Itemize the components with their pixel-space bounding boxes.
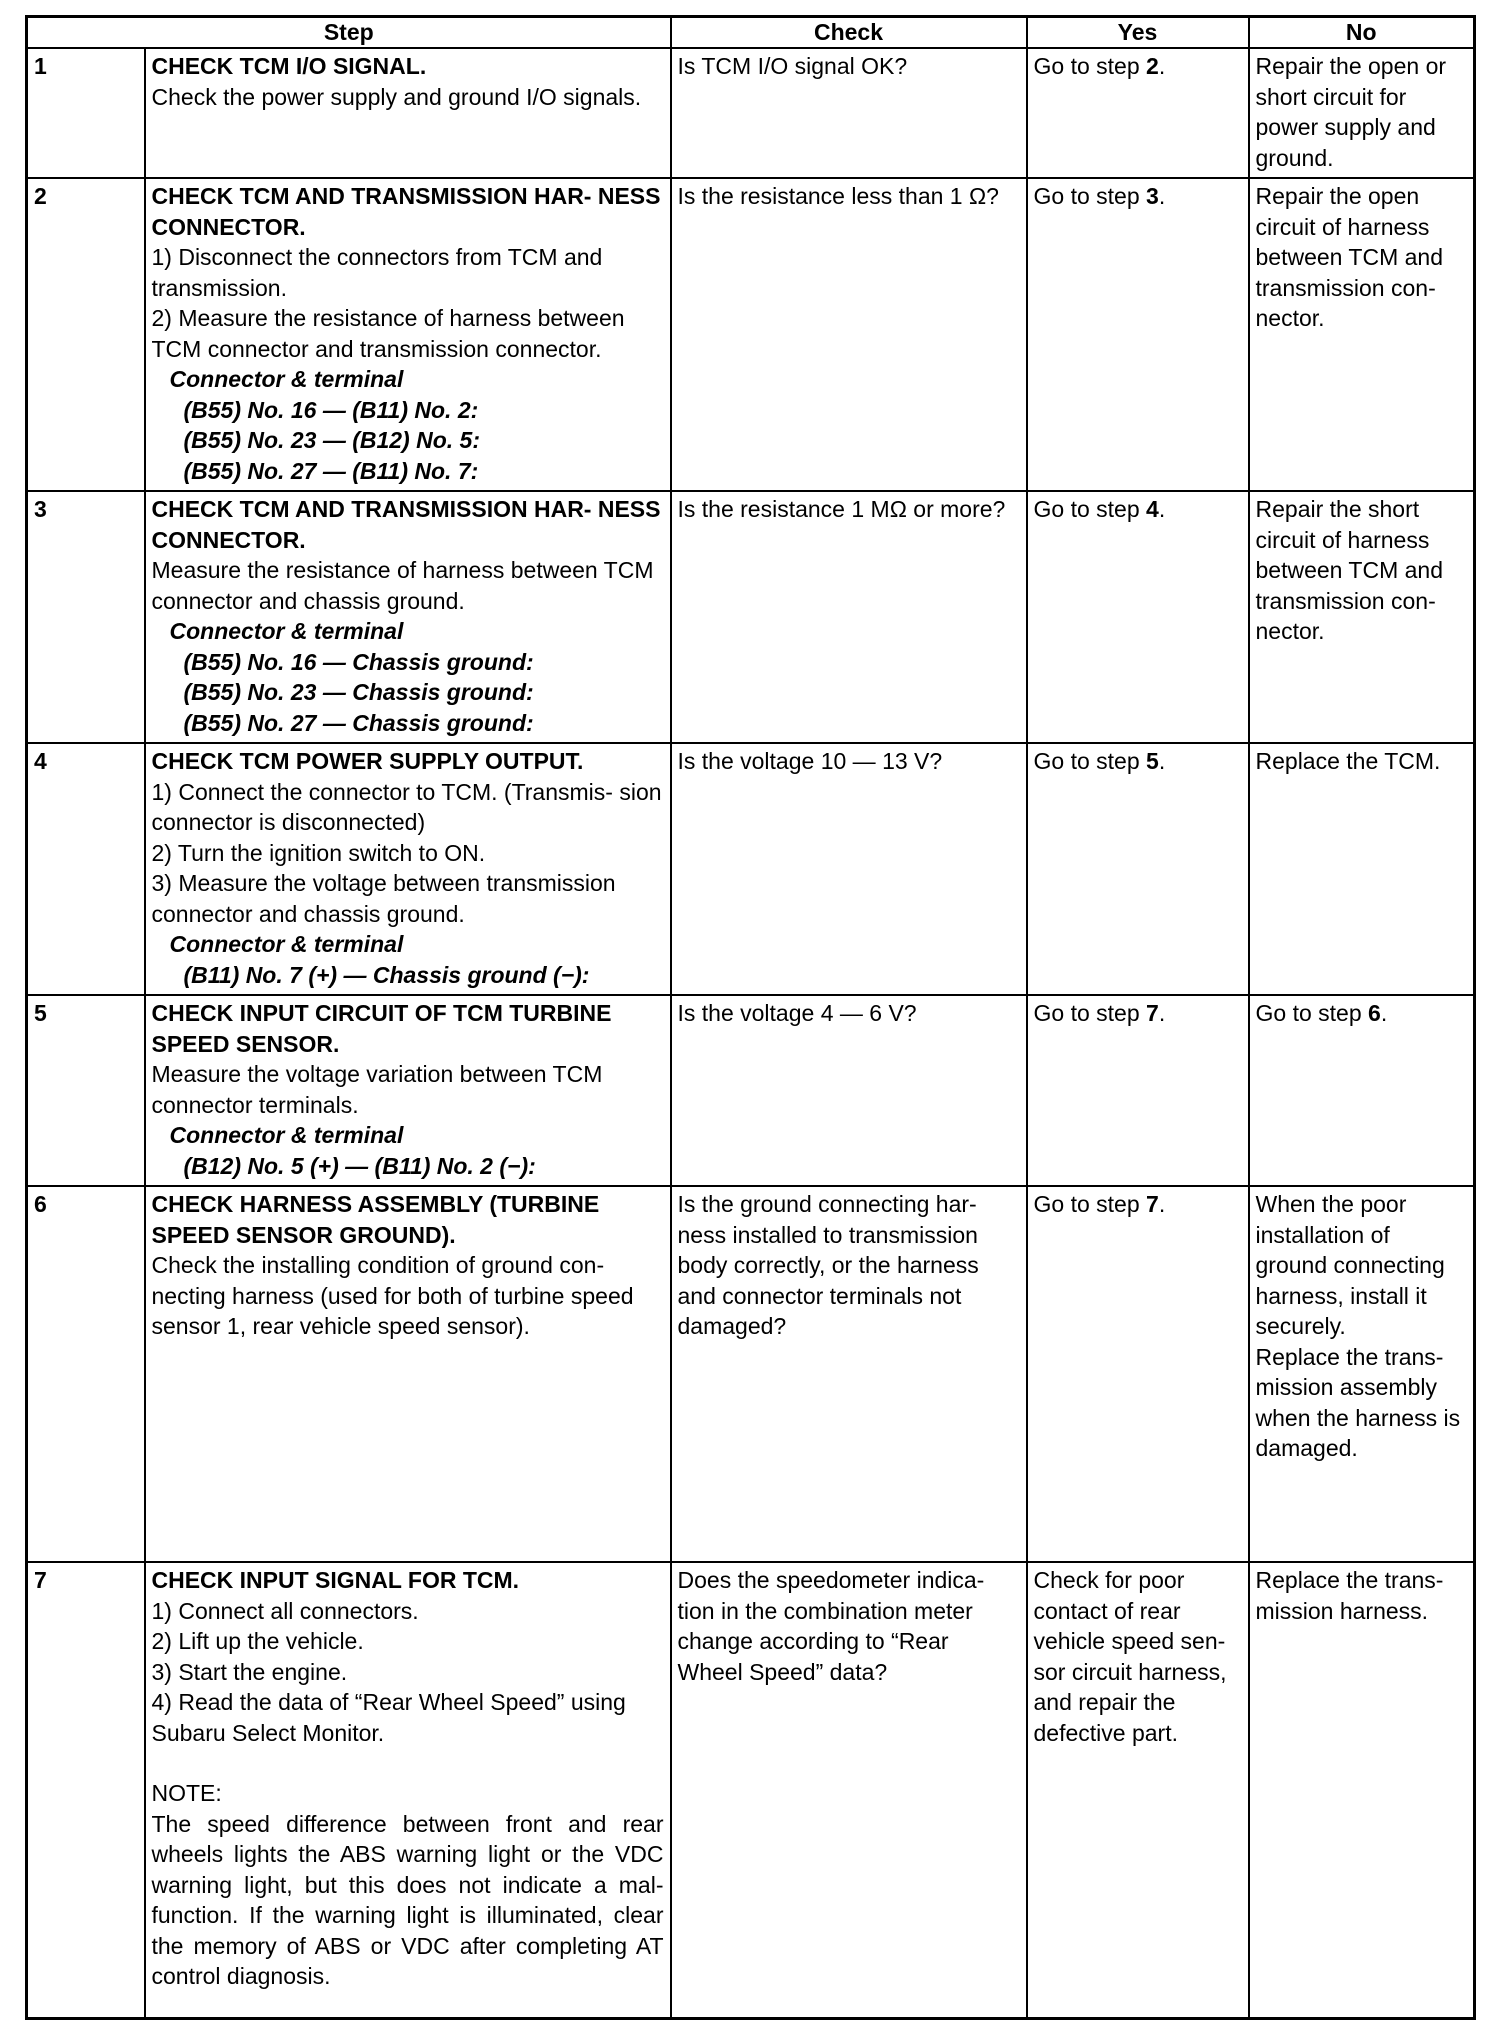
no-cell: Repair the open circuit of harness between TCM and transmission con- nector. [1249,178,1475,491]
step-ref: 2 [1146,53,1159,79]
check-cell: Is the voltage 10 — 13 V? [671,743,1027,995]
connector-terminal-label: Connector & terminal [169,931,404,957]
yes-cell: Go to step 7. [1027,995,1249,1186]
terminal-spec: (B12) No. 5 (+) — (B11) No. 2 (−): [183,1152,536,1179]
step-title: CHECK TCM AND TRANSMISSION HAR- NESS CONNECTOR. [151,183,661,240]
no-cell: Replace the TCM. [1249,743,1475,995]
yes-cell: Check for poor contact of rear vehicle speed sen- sor circuit harness, and repair the defective part. [1027,1562,1249,2019]
step-title: CHECK TCM I/O SIGNAL. [151,53,427,79]
step-ref: 7 [1146,1000,1159,1026]
terminal-spec: (B55) No. 23 — (B12) No. 5: [183,427,480,453]
step-ref: 4 [1146,496,1159,522]
no-action: When the poor installation of ground connecting harness, install it securely. [1255,1191,1445,1339]
step-description [145,48,671,178]
step-detail: 1) Connect all connectors. [151,1597,419,1624]
no-cell: Replace the trans- mission harness. [1249,1562,1475,2019]
step-detail: 3) Start the engine. [151,1658,348,1685]
table-row [27,743,1475,995]
yes-cell: Go to step 7. [1027,1186,1249,1562]
step-detail: 3) Measure the voltage between transmission connector and chassis ground. [151,870,616,927]
table-row [27,995,1475,1186]
connector-terminal-label: Connector & terminal [169,1122,404,1148]
header-yes: Yes [1027,17,1249,49]
step-number: 1 [27,48,145,178]
step-detail: Check the installing condition of ground con- necting harness (used for both of turbine speed sensor 1, rear vehicle speed sensor). [151,1252,634,1339]
step-ref: 7 [1146,1191,1159,1217]
step-number: 2 [27,178,145,491]
step-title: CHECK TCM AND TRANSMISSION HAR- NESS CONNECTOR. [151,496,661,553]
step-title: CHECK INPUT CIRCUIT OF TCM TURBINE SPEED SENSOR. [151,1000,612,1057]
step-title: CHECK INPUT SIGNAL FOR TCM. [151,1567,520,1593]
header-no: No [1249,17,1475,49]
step-number: 7 [27,1562,145,2019]
table-row [27,1186,1475,1562]
header-check: Check [671,17,1027,49]
step-ref: 6 [1368,1000,1381,1026]
no-action-extra: Replace the trans- mission assembly when the harness is damaged. [1255,1343,1461,1461]
yes-cell: Go to step 2. [1027,48,1249,178]
step-number: 5 [27,995,145,1186]
step-description [145,491,671,743]
note-text: The speed difference between front and rear wheels lights the ABS warning light or the VDC warning light, but this does not indicate a mal- function. If the warning light is illuminated, clear the memory of ABS or VDC after completing AT control diagnosis. [151,1810,664,1989]
table-row [27,491,1475,743]
step-detail: 2) Turn the ignition switch to ON. [151,839,486,866]
step-detail: 4) Read the data of “Rear Wheel Speed” using Subaru Select Monitor. [151,1689,626,1746]
terminal-spec: (B55) No. 27 — (B11) No. 7: [183,457,479,484]
terminal-spec: (B55) No. 23 — Chassis ground: [183,679,534,705]
diagnostic-table [25,15,1476,2020]
step-description [145,995,671,1186]
header-step: Step [27,17,671,49]
step-description [145,1562,671,2019]
step-title: CHECK HARNESS ASSEMBLY (TURBINE SPEED SENSOR GROUND). [151,1191,600,1248]
step-detail: Measure the resistance of harness between TCM connector and chassis ground. [151,557,654,614]
step-detail: 2) Measure the resistance of harness between TCM connector and transmission connector. [151,305,625,362]
step-detail: 1) Disconnect the connectors from TCM and transmission. [151,244,603,301]
terminal-spec: (B11) No. 7 (+) — Chassis ground (−): [183,961,590,988]
connector-terminal-label: Connector & terminal [169,618,404,644]
step-detail: Measure the voltage variation between TCM connector terminals. [151,1061,603,1118]
no-cell: Repair the open or short circuit for power supply and ground. [1249,48,1475,178]
step-detail: 2) Lift up the vehicle. [151,1628,364,1654]
connector-terminal-label: Connector & terminal [169,366,404,392]
table-row [27,48,1475,178]
note-label: NOTE: [151,1780,222,1806]
step-description [145,743,671,995]
check-cell: Is the resistance less than 1 Ω? [671,178,1027,491]
check-cell: Is the ground connecting har- ness installed to transmission body correctly, or the harness and connector terminals not damaged? [671,1186,1027,1562]
yes-cell: Go to step 5. [1027,743,1249,995]
table-row [27,1562,1475,2019]
step-detail: Check the power supply and ground I/O signals. [151,83,642,110]
terminal-spec: (B55) No. 16 — Chassis ground: [183,648,534,675]
header-row [27,17,1475,49]
step-title: CHECK TCM POWER SUPPLY OUTPUT. [151,748,584,774]
no-cell: Go to step 6. [1249,995,1475,1186]
check-cell: Is the resistance 1 MΩ or more? [671,491,1027,743]
step-ref: 5 [1146,748,1159,774]
yes-cell: Go to step 4. [1027,491,1249,743]
check-cell: Does the speedometer indica- tion in the combination meter change according to “Rear Wheel Speed” data? [671,1562,1027,2019]
step-number: 4 [27,743,145,995]
step-description [145,178,671,491]
no-cell: Repair the short circuit of harness between TCM and transmission con- nector. [1249,491,1475,743]
no-cell [1249,1186,1475,1562]
check-cell: Is the voltage 4 — 6 V? [671,995,1027,1186]
check-cell: Is TCM I/O signal OK? [671,48,1027,178]
yes-cell: Go to step 3. [1027,178,1249,491]
step-number: 6 [27,1186,145,1562]
table-row [27,178,1475,491]
step-number: 3 [27,491,145,743]
terminal-spec: (B55) No. 27 — Chassis ground: [183,709,534,736]
step-ref: 3 [1146,183,1159,209]
step-description [145,1186,671,1562]
step-detail: 1) Connect the connector to TCM. (Transmis- sion connector is disconnected) [151,778,662,835]
terminal-spec: (B55) No. 16 — (B11) No. 2: [183,396,479,423]
